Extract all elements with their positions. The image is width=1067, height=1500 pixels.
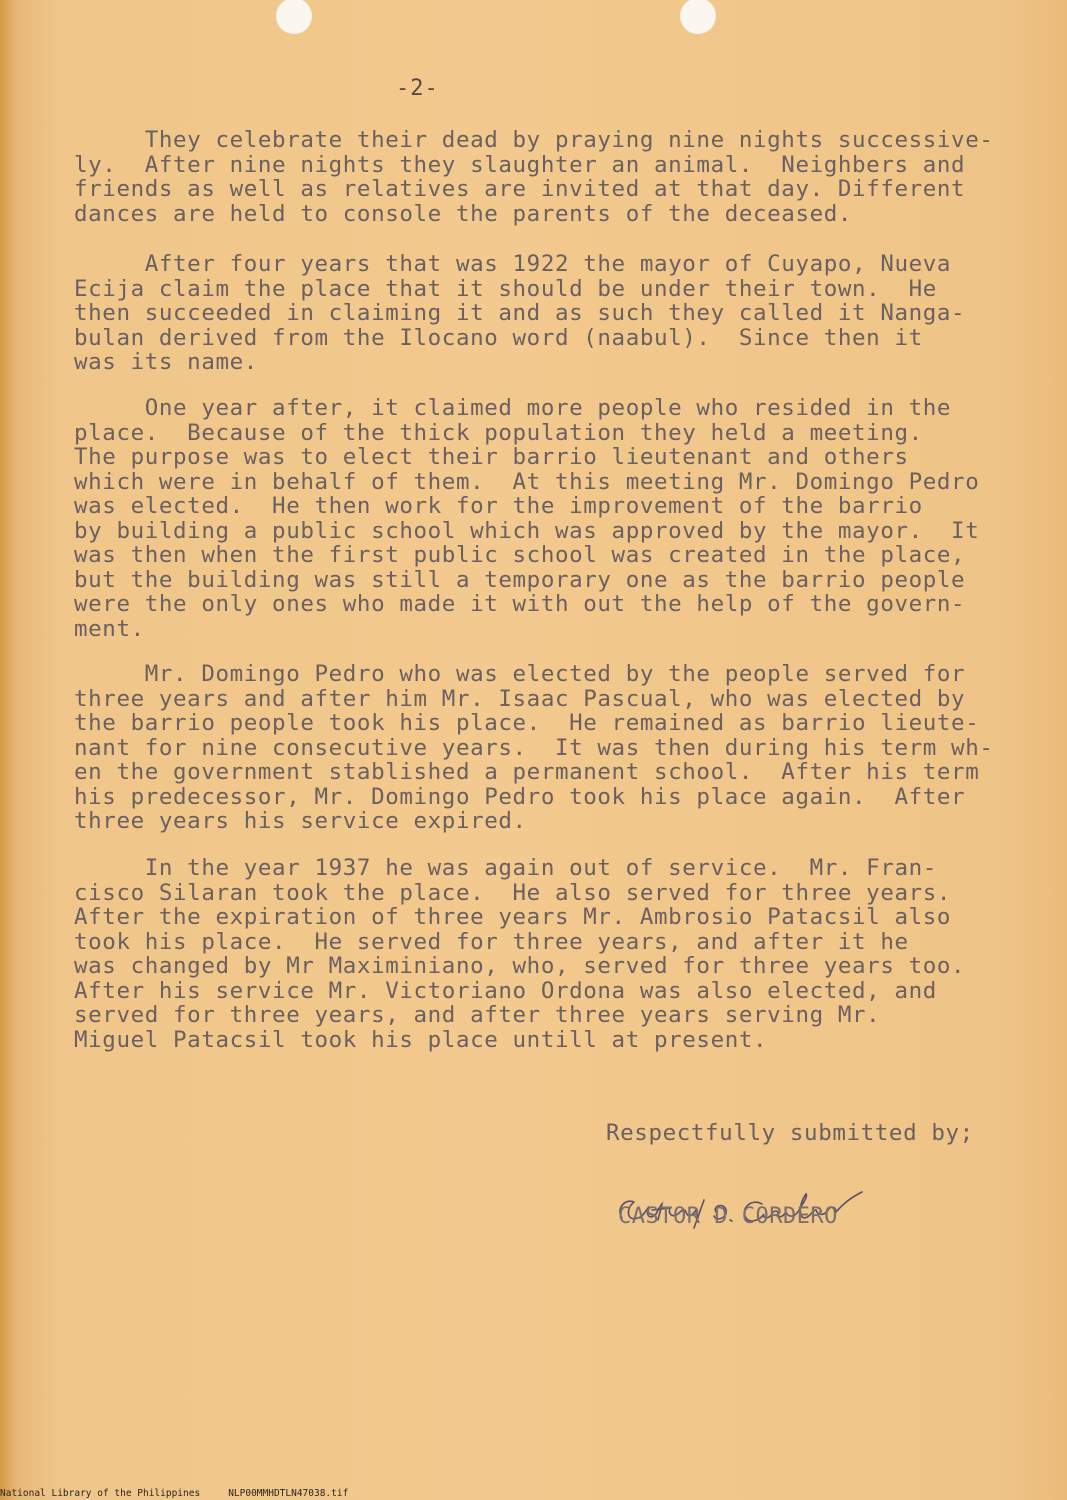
punch-hole-right (680, 0, 716, 34)
paragraph-5: In the year 1937 he was again out of service. Mr. Fran- cisco Silaran took the place. He also served for three years. After the expiration of three years Mr. Ambrosio Patacsil also took his place. He served for three years, and after it he was changed by Mr Maximiniano, who, served for three years too. After his service Mr. Victoriano Ordona was also elected, and served for three years, and after three years serving Mr. Miguel Patacsil took his place untill at present. (74, 855, 966, 1053)
paragraph-4: Mr. Domingo Pedro who was elected by the people served for three years and after him Mr. Isaac Pascual, who was elected by the barrio people took his place. He remained as barrio lieute- nant for nine consecutive years. It was then during his term wh- en the government stablished a permanent school. After his term his predecessor, Mr. Domingo Pedro took his place again. After three years his service expired. (74, 661, 994, 834)
closing-line: Respectfully submitted by; (606, 1120, 974, 1146)
paragraph-2: After four years that was 1922 the mayor of Cuyapo, Nueva Ecija claim the place that it should be under their town. He then succeeded in claiming it and as such they called it Nanga- bulan derived from the Ilocano word (naabul). Since then it was its name. (74, 251, 966, 375)
archive-footer (0, 1488, 376, 1499)
typed-signature-name: CASTOR D CORDERO (618, 1204, 838, 1229)
paragraph-1: They celebrate their dead by praying nine nights successive- ly. After nine nights they slaughter an animal. Neighbers and friends as well as relatives are invited at that day. Different dances are held to console the parents of the deceased. (74, 127, 994, 227)
footer-file: NLP00MMHDTLN47038.tif (228, 1488, 349, 1499)
punch-hole-left (276, 0, 312, 34)
footer-library: National Library of the Philippines (0, 1488, 201, 1499)
page-number: -2- (396, 76, 439, 101)
paragraph-3: One year after, it claimed more people who resided in the place. Because of the thick population they held a meeting. The purpose was to elect their barrio lieutenant and others which were in behalf of them. At this meeting Mr. Domingo Pedro was elected. He then work for the improvement of the barrio by building a public school which was approved by the mayor. It was then when the first public school was created in the place, but the building was still a temporary one as the barrio people were the only ones who made it with out the help of the govern- ment. (74, 395, 980, 642)
